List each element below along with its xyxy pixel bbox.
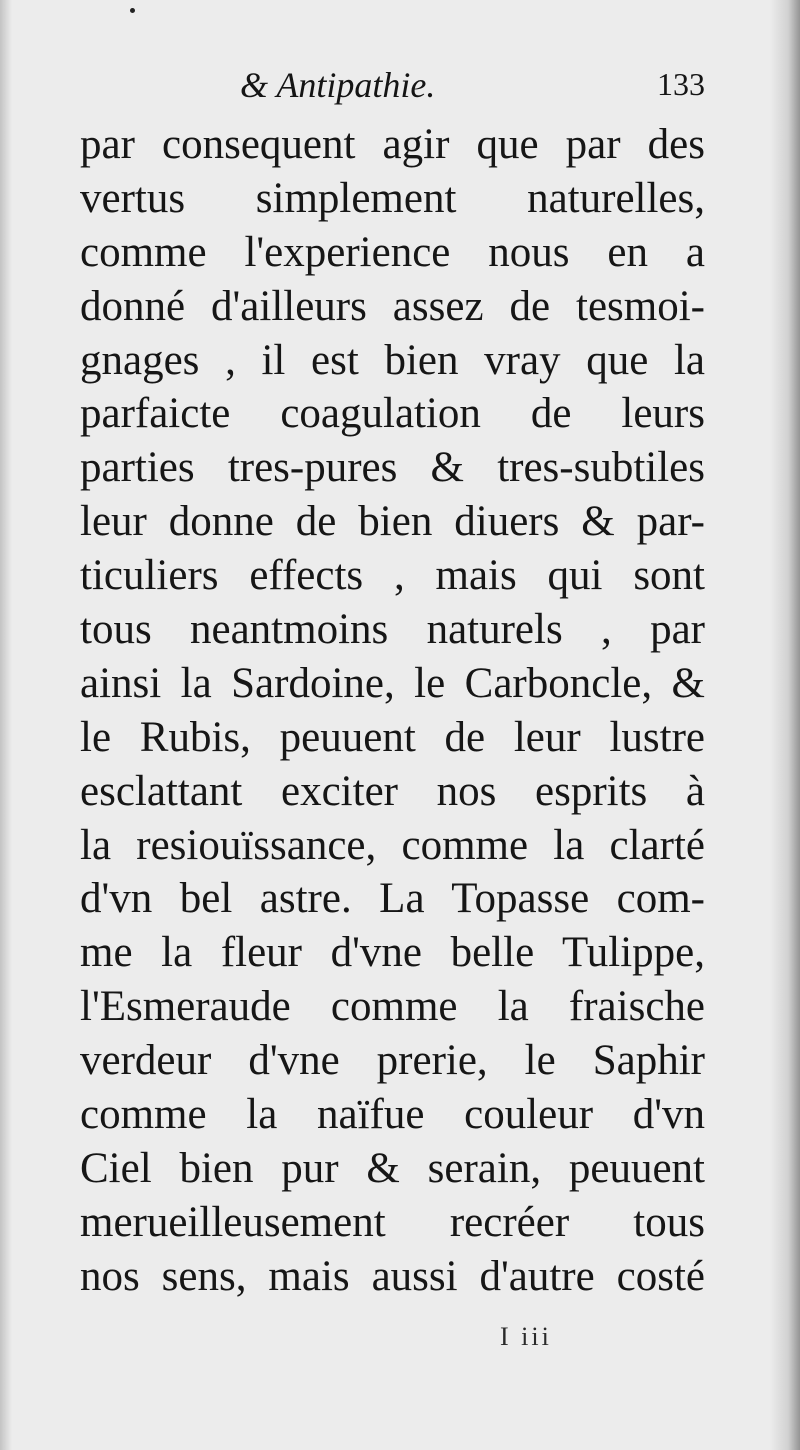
text-line: ticuliers effects , mais qui sont — [80, 552, 705, 600]
text-line: par consequent agir que par des — [80, 121, 705, 168]
page-left-edge-shadow — [0, 0, 12, 1450]
text-line: nos sens, mais aussi d'autre costé — [80, 1252, 705, 1300]
text-line: leur donne de bien diuers & par- — [80, 498, 705, 546]
text-line: verdeur d'vne prerie, le Saphir — [80, 1037, 705, 1085]
text-line: l'Esmeraude comme la fraische — [80, 983, 705, 1031]
text-line: Ciel bien pur & serain, peuuent — [80, 1144, 705, 1192]
text-line: ainsi la Sardoine, le Carboncle, & — [80, 659, 705, 707]
text-line: tous neantmoins naturels , par — [80, 606, 705, 654]
page-gutter-shadow — [770, 0, 800, 1450]
page-header — [80, 60, 705, 110]
text-line: parties tres-pures & tres-subtiles — [80, 444, 705, 492]
text-line: esclattant exciter nos esprits à — [80, 767, 705, 815]
text-line: me la fleur d'vne belle Tulippe, — [80, 929, 705, 977]
text-line: donné d'ailleurs assez de tesmoi- — [80, 282, 705, 330]
text-line: merueilleusement recréer tous — [80, 1198, 705, 1246]
text-line: vertus simplement naturelles, — [80, 174, 705, 222]
running-title: & Antipathie. — [240, 65, 436, 105]
body-text — [80, 118, 705, 1304]
signature-mark: I iii — [500, 1322, 552, 1351]
page-number: 133 — [657, 66, 705, 102]
text-line: parfaicte coagulation de leurs — [80, 390, 705, 438]
text-line: comme l'experience nous en a — [80, 228, 705, 276]
ink-speck — [130, 8, 135, 13]
text-line: gnages , il est bien vray que la — [80, 336, 705, 384]
text-line: d'vn bel astre. La Topasse com- — [80, 875, 705, 923]
text-line: comme la naïfue couleur d'vn — [80, 1091, 705, 1139]
text-line: le Rubis, peuuent de leur lustre — [80, 713, 705, 761]
text-line: la resiouïssance, comme la clarté — [80, 821, 705, 869]
